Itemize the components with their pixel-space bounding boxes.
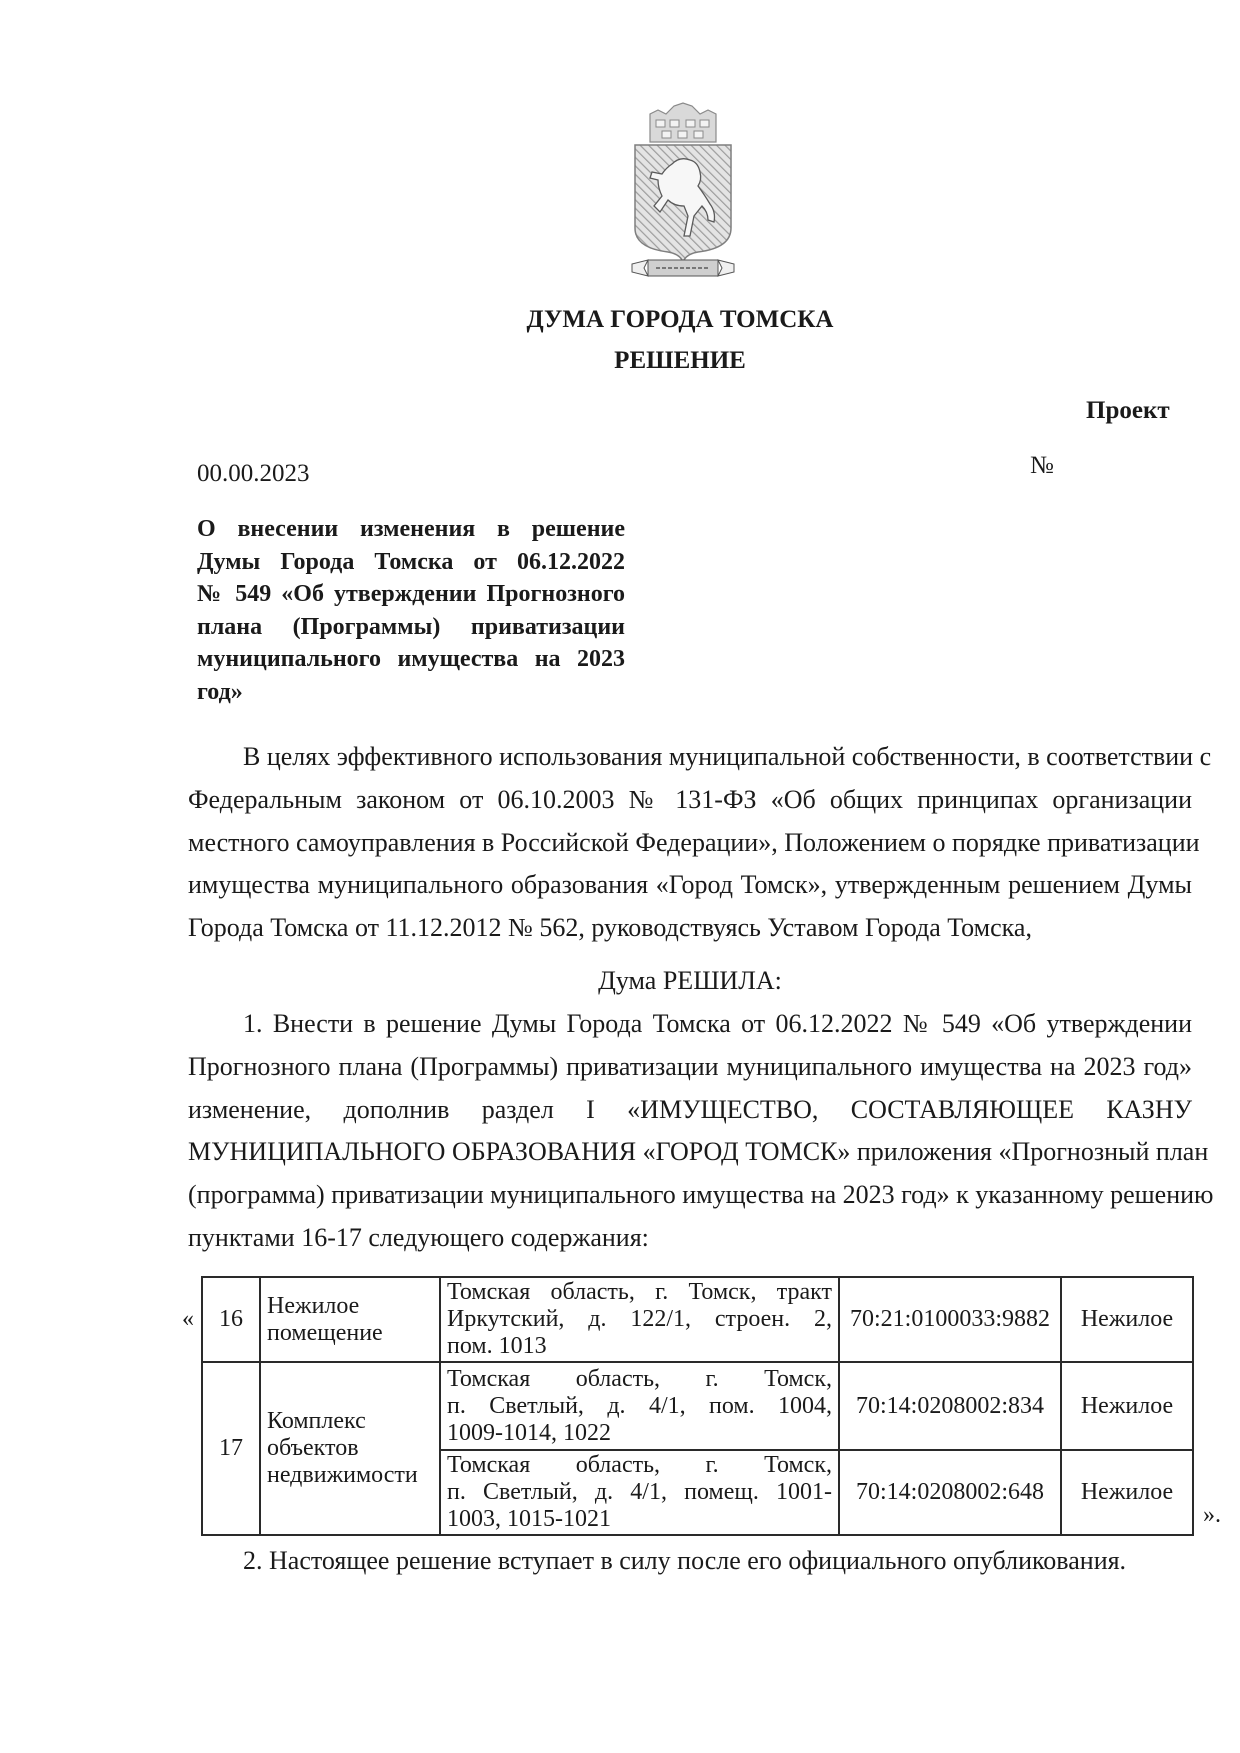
property-name: Комплекс объектов недвижимости xyxy=(260,1362,440,1535)
preamble-line: имущества муниципального образования «Город Томск», утвержденным решением Думы xyxy=(188,870,1192,900)
preamble-line: Федеральным законом от 06.10.2003 № 131-ФЗ «Об общих принципах организации xyxy=(188,784,1192,814)
document-number: № xyxy=(1030,452,1054,479)
item-2-paragraph: 2. Настоящее решение вступает в силу после его официального опубликования. xyxy=(243,1546,1127,1575)
subject-line: О внесении изменения в решение xyxy=(197,516,625,542)
table-opening-quote: « xyxy=(182,1306,194,1332)
cadastral-number: 70:14:0208002:648 xyxy=(839,1450,1061,1535)
preamble-line: В целях эффективного использования муниципальной собственности, в соответствии с xyxy=(243,742,1212,771)
subject-line: год» xyxy=(197,678,243,705)
item-1-line: МУНИЦИПАЛЬНОГО ОБРАЗОВАНИЯ «ГОРОД ТОМСК» приложения «Прогнозный план xyxy=(188,1137,1209,1167)
property-address xyxy=(440,1450,839,1535)
property-kind: Нежилое xyxy=(1061,1277,1193,1362)
row-number: 17 xyxy=(202,1362,260,1535)
resolved-heading: Дума РЕШИЛА: xyxy=(598,966,782,995)
document-type: РЕШЕНИЕ xyxy=(614,347,746,374)
table-row xyxy=(202,1362,1193,1450)
row-number: 16 xyxy=(202,1277,260,1362)
table-row xyxy=(202,1277,1193,1362)
address-line: Томская область, г. Томск, xyxy=(447,1365,832,1392)
item-1-line: изменение, дополнив раздел I «ИМУЩЕСТВО, СОСТАВЛЯЮЩЕЕ КАЗНУ xyxy=(188,1094,1192,1124)
document-subject xyxy=(197,513,625,709)
address-line: п. Светлый, д. 4/1, пом. 1004, xyxy=(447,1392,832,1419)
address-line: 1003, 1015-1021 xyxy=(447,1506,611,1532)
subject-line: № 549 «Об утверждении Прогнозного xyxy=(197,581,625,608)
address-line: пом. 1013 xyxy=(447,1333,547,1359)
ribbon-icon xyxy=(632,260,734,276)
item-1-line: пунктами 16-17 следующего содержания: xyxy=(188,1222,649,1252)
preamble-paragraph xyxy=(188,736,1212,950)
draft-status-label: Проект xyxy=(1086,397,1170,424)
item-1-line: 1. Внести в решение Думы Города Томска от 06.12.2022 № 549 «Об утверждении xyxy=(243,1009,1192,1038)
preamble-line: Города Томска от 11.12.2012 № 562, руководствуясь Уставом Города Томска, xyxy=(188,913,1032,943)
cadastral-number: 70:14:0208002:834 xyxy=(839,1362,1061,1450)
address-line: п. Светлый, д. 4/1, помещ. 1001- xyxy=(447,1479,832,1505)
property-table xyxy=(201,1276,1194,1536)
property-address xyxy=(440,1277,839,1362)
cadastral-number: 70:21:0100033:9882 xyxy=(839,1277,1061,1362)
property-name: Нежилое помещение xyxy=(260,1277,440,1362)
preamble-line: местного самоуправления в Российской Федерации», Положением о порядке приватизации xyxy=(188,827,1200,857)
address-line: Томская область, г. Томск, xyxy=(447,1452,832,1478)
tomsk-coat-of-arms-icon xyxy=(628,100,738,282)
item-1-paragraph xyxy=(188,1003,1214,1260)
subject-line: муниципального имущества на 2023 xyxy=(197,646,625,673)
address-line: 1009-1014, 1022 xyxy=(447,1419,611,1446)
address-line: Томская область, г. Томск, тракт xyxy=(447,1279,832,1305)
property-kind: Нежилое xyxy=(1061,1450,1193,1535)
property-address xyxy=(440,1362,839,1450)
crown-icon xyxy=(650,103,716,142)
table-closing-quote: ». xyxy=(1203,1502,1221,1528)
organization-title: ДУМА ГОРОДА ТОМСКА xyxy=(526,306,834,333)
address-line: Иркутский, д. 122/1, строен. 2, xyxy=(447,1306,832,1332)
document-date: 00.00.2023 xyxy=(197,460,310,487)
item-1-line: Прогнозного плана (Программы) приватизации муниципального имущества на 2023 год» xyxy=(188,1051,1192,1081)
item-1-line: (программа) приватизации муниципального имущества на 2023 год» к указанному решению xyxy=(188,1180,1214,1210)
subject-line: плана (Программы) приватизации xyxy=(197,613,625,640)
property-kind: Нежилое xyxy=(1061,1362,1193,1450)
subject-line: Думы Города Томска от 06.12.2022 xyxy=(197,548,625,575)
